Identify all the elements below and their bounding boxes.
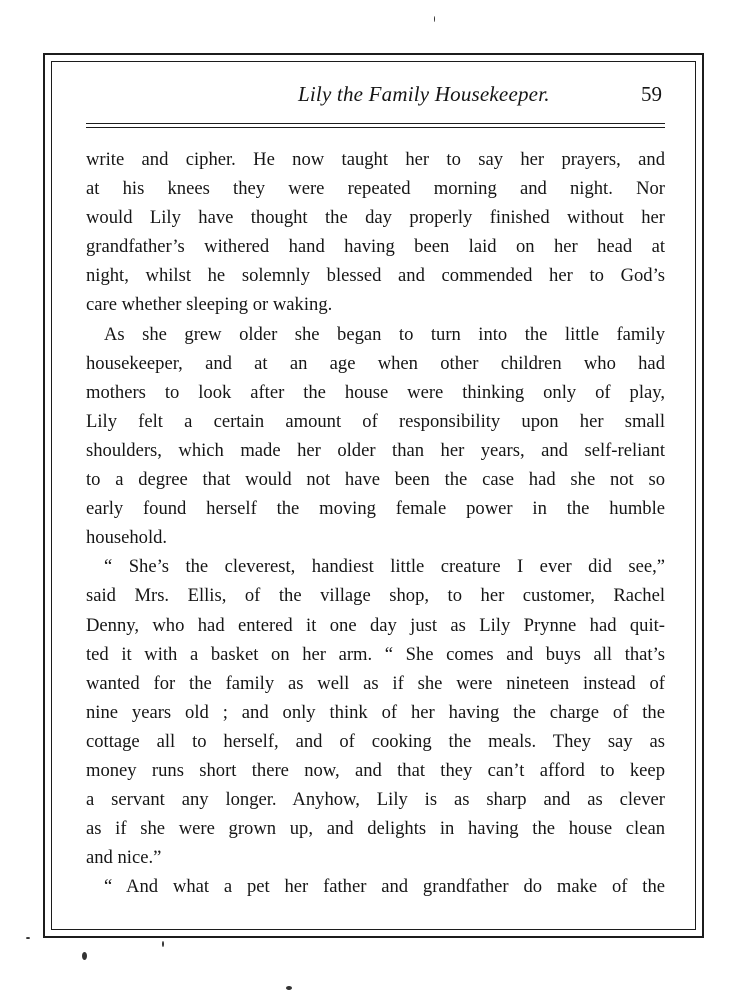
scan-speck xyxy=(26,937,30,939)
text-line: ted it with a basket on her arm. “ She comes and buys all that’s xyxy=(86,643,665,665)
text-line: care whether sleeping or waking. xyxy=(86,294,333,316)
header-rule-upper xyxy=(86,123,665,124)
scan-speck xyxy=(162,941,164,947)
text-line: night, whilst he solemnly blessed and commended her to God’s xyxy=(86,265,665,287)
scan-speck xyxy=(82,952,87,960)
text-line: nine years old ; and only think of her having the charge of the xyxy=(86,701,665,723)
text-line: grandfather’s withered hand having been laid on her head at xyxy=(86,236,665,258)
text-line: As she grew older she began to turn into the little family xyxy=(104,323,665,345)
text-line: early found herself the moving female power in the humble xyxy=(86,498,665,520)
text-line: as if she were grown up, and delights in having the house clean xyxy=(86,818,665,840)
text-line: would Lily have thought the day properly finished without her xyxy=(86,207,665,229)
text-line: wanted for the family as well as if she were nineteen instead of xyxy=(86,672,665,694)
text-line: cottage all to herself, and of cooking the meals. They say as xyxy=(86,730,665,752)
scan-speck xyxy=(434,16,435,22)
page-header xyxy=(52,82,695,116)
text-line: housekeeper, and at an age when other children who had xyxy=(86,352,665,374)
scan-speck xyxy=(286,986,292,990)
text-line: mothers to look after the house were thinking only of play, xyxy=(86,381,665,403)
text-line: money runs short there now, and that they can’t afford to keep xyxy=(86,759,665,781)
body-text xyxy=(86,145,665,901)
text-line: at his knees they were repeated morning and night. Nor xyxy=(86,178,665,200)
text-line: “ And what a pet her father and grandfather do make of the xyxy=(104,876,665,898)
text-line: “ She’s the cleverest, handiest little creature I ever did see,” xyxy=(104,556,665,578)
header-rule-lower xyxy=(86,127,665,128)
text-line: to a degree that would not have been the case had she not so xyxy=(86,469,665,491)
text-line: household. xyxy=(86,527,168,549)
text-line: Denny, who had entered it one day just as Lily Prynne had quit- xyxy=(86,614,665,636)
running-title: Lily the Family Housekeeper. xyxy=(298,82,550,106)
text-line: write and cipher. He now taught her to say her prayers, and xyxy=(86,149,665,170)
text-line: Lily felt a certain amount of responsibility upon her small xyxy=(86,410,665,432)
text-line: shoulders, which made her older than her years, and self-reliant xyxy=(86,439,665,461)
page-number: 59 xyxy=(641,82,662,106)
text-line: a servant any longer. Anyhow, Lily is as sharp and as clever xyxy=(86,789,665,811)
text-line: and nice.” xyxy=(86,847,162,869)
text-line: said Mrs. Ellis, of the village shop, to her customer, Rachel xyxy=(86,585,665,607)
